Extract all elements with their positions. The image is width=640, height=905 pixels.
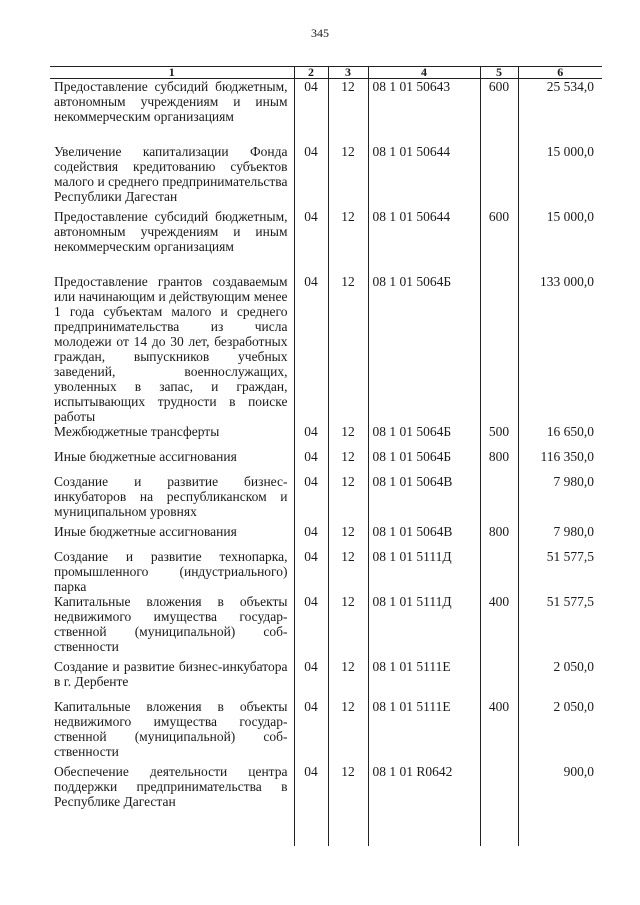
table-row <box>50 594 602 659</box>
row-amount: 7 980,0 <box>518 474 602 524</box>
row-name: Предоставление субсидий бюджетным, автономным учреждениям и иным некоммерческим организациям <box>54 79 288 124</box>
row-subsection: 12 <box>328 144 368 209</box>
table-row <box>50 659 602 699</box>
header-col-1: 1 <box>50 67 294 79</box>
filler-cell <box>50 829 294 846</box>
row-name: Иные бюджетные ассигнования <box>54 449 237 464</box>
table-row <box>50 524 602 549</box>
row-subsection: 12 <box>328 594 368 659</box>
row-amount: 16 650,0 <box>518 424 602 449</box>
filler-cell <box>518 829 602 846</box>
table-row <box>50 699 602 764</box>
row-expense-type: 400 <box>480 699 518 764</box>
row-expense-type <box>480 764 518 829</box>
row-subsection: 12 <box>328 449 368 474</box>
table-row <box>50 764 602 829</box>
row-amount: 7 980,0 <box>518 524 602 549</box>
row-name: Иные бюджетные ассигнования <box>54 524 237 539</box>
row-amount: 15 000,0 <box>518 209 602 274</box>
row-section: 04 <box>294 474 328 524</box>
row-target-code: 08 1 01 5111Е <box>368 659 480 699</box>
row-amount: 2 050,0 <box>518 699 602 764</box>
row-target-code: 08 1 01 50643 <box>368 79 480 145</box>
row-target-code: 08 1 01 5111Д <box>368 549 480 594</box>
row-amount: 116 350,0 <box>518 449 602 474</box>
header-col-5: 5 <box>480 67 518 79</box>
row-section: 04 <box>294 524 328 549</box>
row-subsection: 12 <box>328 274 368 424</box>
row-section: 04 <box>294 659 328 699</box>
row-subsection: 12 <box>328 549 368 594</box>
row-target-code: 08 1 01 50644 <box>368 209 480 274</box>
row-subsection: 12 <box>328 424 368 449</box>
table-header-row <box>50 67 602 79</box>
header-col-2: 2 <box>294 67 328 79</box>
budget-table <box>50 66 602 846</box>
row-target-code: 08 1 01 5111Е <box>368 699 480 764</box>
row-expense-type: 400 <box>480 594 518 659</box>
row-amount: 2 050,0 <box>518 659 602 699</box>
row-subsection: 12 <box>328 764 368 829</box>
row-subsection: 12 <box>328 699 368 764</box>
table-row <box>50 449 602 474</box>
row-target-code: 08 1 01 5064Б <box>368 449 480 474</box>
row-target-code: 08 1 01 5064Б <box>368 424 480 449</box>
row-amount: 133 000,0 <box>518 274 602 424</box>
filler-cell <box>368 829 480 846</box>
table-row <box>50 549 602 594</box>
page-number: 345 <box>311 26 329 40</box>
header-col-3: 3 <box>328 67 368 79</box>
table-row <box>50 274 602 424</box>
table-filler-row <box>50 829 602 846</box>
row-section: 04 <box>294 764 328 829</box>
row-expense-type <box>480 659 518 699</box>
row-name: Межбюджетные трансферты <box>54 424 220 439</box>
filler-cell <box>480 829 518 846</box>
row-target-code: 08 1 01 R0642 <box>368 764 480 829</box>
table-row <box>50 474 602 524</box>
table-row <box>50 144 602 209</box>
row-expense-type: 600 <box>480 79 518 145</box>
row-expense-type <box>480 474 518 524</box>
row-section: 04 <box>294 449 328 474</box>
row-name: Предоставление грантов создаваемым или начинающим и действующим менее 1 года субъектам малого и среднего предпринимательства из числа молодежи от 14 до 30 лет, безработных граждан, выпускников учебных заведений, военнослужащих, уволенных в запас, и граждан, испытывающих трудности в поиске работы <box>54 274 288 424</box>
row-section: 04 <box>294 79 328 145</box>
row-name: Капитальные вложения в объекты недвижимого имущества государственной (муниципальной) собственности <box>54 699 288 759</box>
row-amount: 25 534,0 <box>518 79 602 145</box>
row-section: 04 <box>294 424 328 449</box>
row-amount: 51 577,5 <box>518 594 602 659</box>
row-expense-type <box>480 549 518 594</box>
row-target-code: 08 1 01 5111Д <box>368 594 480 659</box>
table-row <box>50 424 602 449</box>
table-body <box>50 79 602 847</box>
row-expense-type: 800 <box>480 524 518 549</box>
filler-cell <box>328 829 368 846</box>
header-col-6: 6 <box>518 67 602 79</box>
row-expense-type: 500 <box>480 424 518 449</box>
row-subsection: 12 <box>328 474 368 524</box>
row-expense-type <box>480 144 518 209</box>
row-amount: 900,0 <box>518 764 602 829</box>
row-amount: 15 000,0 <box>518 144 602 209</box>
row-name: Создание и развитие технопарка, промышленного (индустриального) парка <box>54 549 288 594</box>
row-name: Капитальные вложения в объекты недвижимого имущества государственной (муниципальной) собственности <box>54 594 288 654</box>
table-row <box>50 209 602 274</box>
row-subsection: 12 <box>328 209 368 274</box>
row-target-code: 08 1 01 50644 <box>368 144 480 209</box>
row-section: 04 <box>294 274 328 424</box>
header-col-4: 4 <box>368 67 480 79</box>
row-section: 04 <box>294 549 328 594</box>
row-section: 04 <box>294 594 328 659</box>
row-name: Предоставление субсидий бюджетным, автономным учреждениям и иным некоммерческим организациям <box>54 209 288 254</box>
row-target-code: 08 1 01 5064Б <box>368 274 480 424</box>
row-expense-type: 800 <box>480 449 518 474</box>
row-expense-type: 600 <box>480 209 518 274</box>
row-subsection: 12 <box>328 524 368 549</box>
row-section: 04 <box>294 209 328 274</box>
row-name: Создание и развитие бизнес-инкубатора в г. Дербенте <box>54 659 288 689</box>
row-subsection: 12 <box>328 79 368 145</box>
row-name: Создание и развитие бизнес-инкубаторов на республиканском и муниципальном уровнях <box>54 474 288 519</box>
row-subsection: 12 <box>328 659 368 699</box>
filler-cell <box>294 829 328 846</box>
row-target-code: 08 1 01 5064В <box>368 474 480 524</box>
table-row <box>50 79 602 145</box>
row-target-code: 08 1 01 5064В <box>368 524 480 549</box>
row-section: 04 <box>294 699 328 764</box>
row-expense-type <box>480 274 518 424</box>
row-section: 04 <box>294 144 328 209</box>
row-amount: 51 577,5 <box>518 549 602 594</box>
row-name: Обеспечение деятельности центра поддержки предпринимательства в Республике Дагестан <box>54 764 288 809</box>
row-name: Увеличение капитализации Фонда содействия кредитованию субъектов малого и среднего предпринимательства Республики Дагестан <box>54 144 288 204</box>
